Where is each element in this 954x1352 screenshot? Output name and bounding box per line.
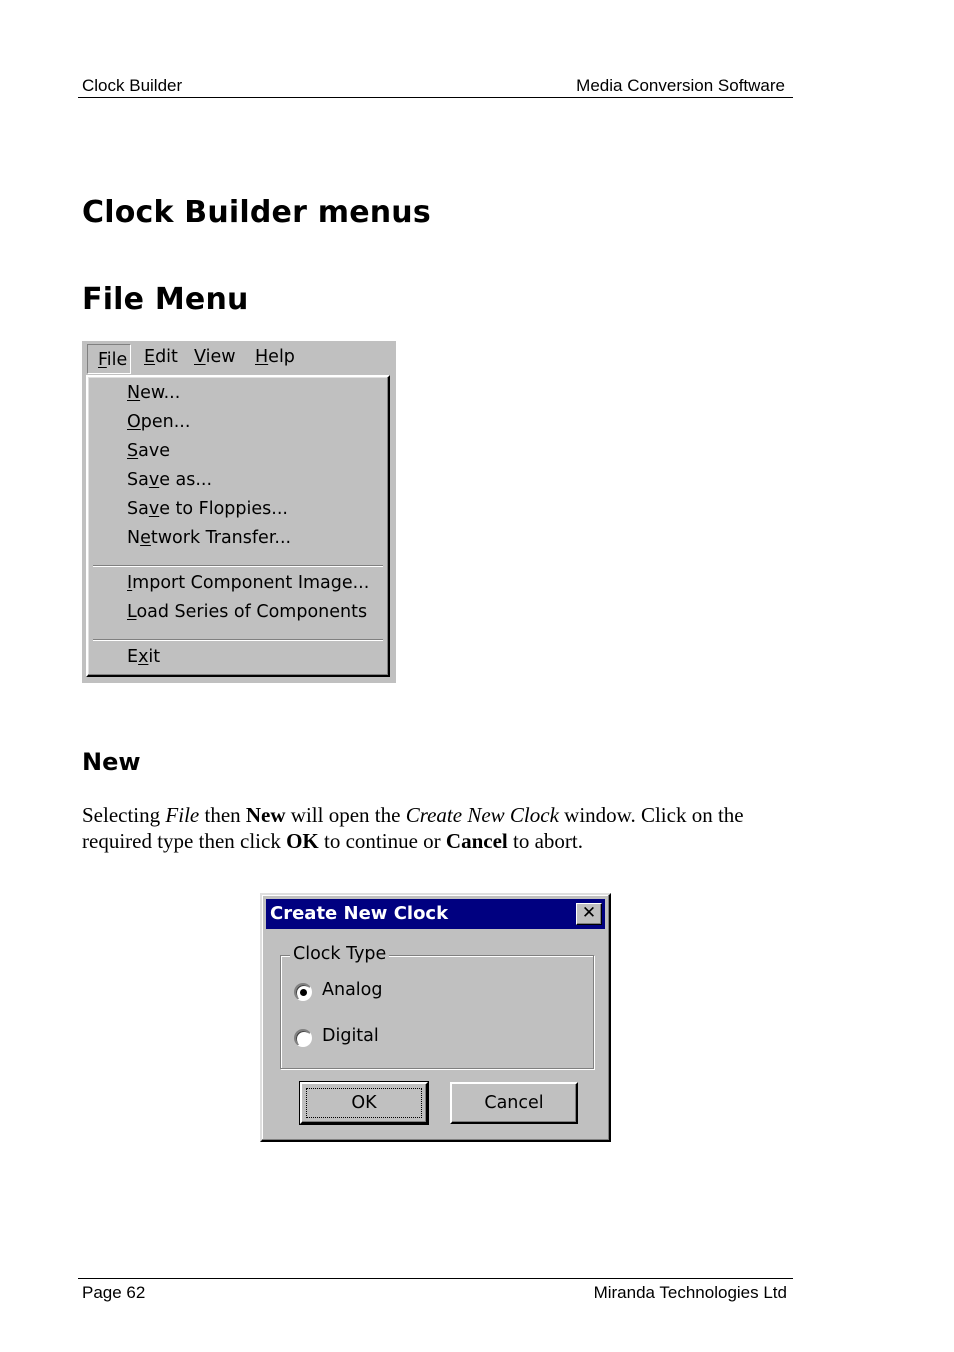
radio-label: Digital — [322, 1026, 379, 1046]
menu-item-save-to-floppies[interactable]: Save to Floppies... — [127, 499, 288, 519]
menu-item-load-series-of-components[interactable]: Load Series of Components — [127, 602, 368, 622]
file-dropdown — [86, 375, 390, 677]
menu-file[interactable] — [87, 344, 131, 374]
menu-item-new[interactable]: New... — [127, 383, 181, 403]
text-run-italic: Create New Clock — [405, 803, 559, 827]
radio-label: Analog — [322, 980, 383, 1000]
menu-item-import-component-image[interactable]: Import Component Image... — [127, 573, 370, 593]
menu-edit[interactable]: Edit — [144, 347, 178, 367]
text-run: to abort. — [507, 829, 583, 853]
heading-new: New — [82, 748, 141, 776]
header-left: Clock Builder — [82, 76, 183, 95]
footer-rule — [78, 1278, 793, 1279]
menu-separator — [93, 639, 383, 641]
menu-item-save[interactable]: Save — [127, 441, 170, 461]
heading-clock-builder-menus: Clock Builder menus — [82, 195, 431, 230]
text-run-bold: New — [245, 803, 286, 827]
close-icon: ✕ — [581, 903, 597, 923]
text-run-bold: Cancel — [445, 829, 508, 853]
text-run: window. Click on the required type then click — [82, 803, 744, 853]
footer-left: Page 62 — [82, 1283, 146, 1302]
footer-right: Miranda Technologies Ltd — [593, 1283, 787, 1302]
menu-item-open[interactable]: Open... — [127, 412, 191, 432]
menu-separator — [93, 565, 383, 567]
text-run: Selecting — [82, 803, 166, 827]
close-button[interactable] — [576, 903, 602, 925]
menu-file-label: File — [98, 350, 128, 370]
clock-type-label: Clock Type — [290, 944, 389, 964]
focus-rect — [306, 1088, 422, 1118]
text-run-italic: File — [165, 803, 200, 827]
menu-item-network-transfer[interactable]: Network Transfer... — [127, 528, 292, 548]
text-run-bold: OK — [286, 829, 319, 853]
menubar — [82, 341, 396, 375]
menu-item-save-as[interactable]: Save as... — [127, 470, 213, 490]
header-right: Media Conversion Software — [576, 76, 785, 95]
ok-button[interactable] — [300, 1082, 428, 1124]
radio-button-icon — [294, 983, 312, 1001]
dialog-titlebar — [266, 899, 605, 929]
ok-button-label: OK — [351, 1093, 377, 1113]
header-rule — [78, 97, 793, 98]
file-menu-screenshot — [82, 341, 396, 683]
cancel-button[interactable] — [450, 1082, 578, 1124]
clock-type-groupbox — [280, 955, 594, 1069]
text-run: will open the — [285, 803, 406, 827]
text-run: then — [199, 803, 246, 827]
menu-help[interactable]: Help — [255, 347, 295, 367]
text-run: to continue or — [318, 829, 446, 853]
heading-file-menu: File Menu — [82, 282, 249, 317]
radio-button-icon — [294, 1029, 312, 1047]
menu-item-exit[interactable]: Exit — [127, 647, 161, 667]
menu-view[interactable]: View — [194, 347, 236, 367]
radio-dot-icon — [300, 989, 307, 996]
create-new-clock-dialog — [260, 893, 611, 1142]
dialog-title: Create New Clock — [270, 903, 449, 924]
cancel-button-label: Cancel — [484, 1093, 544, 1113]
new-description — [82, 802, 782, 854]
